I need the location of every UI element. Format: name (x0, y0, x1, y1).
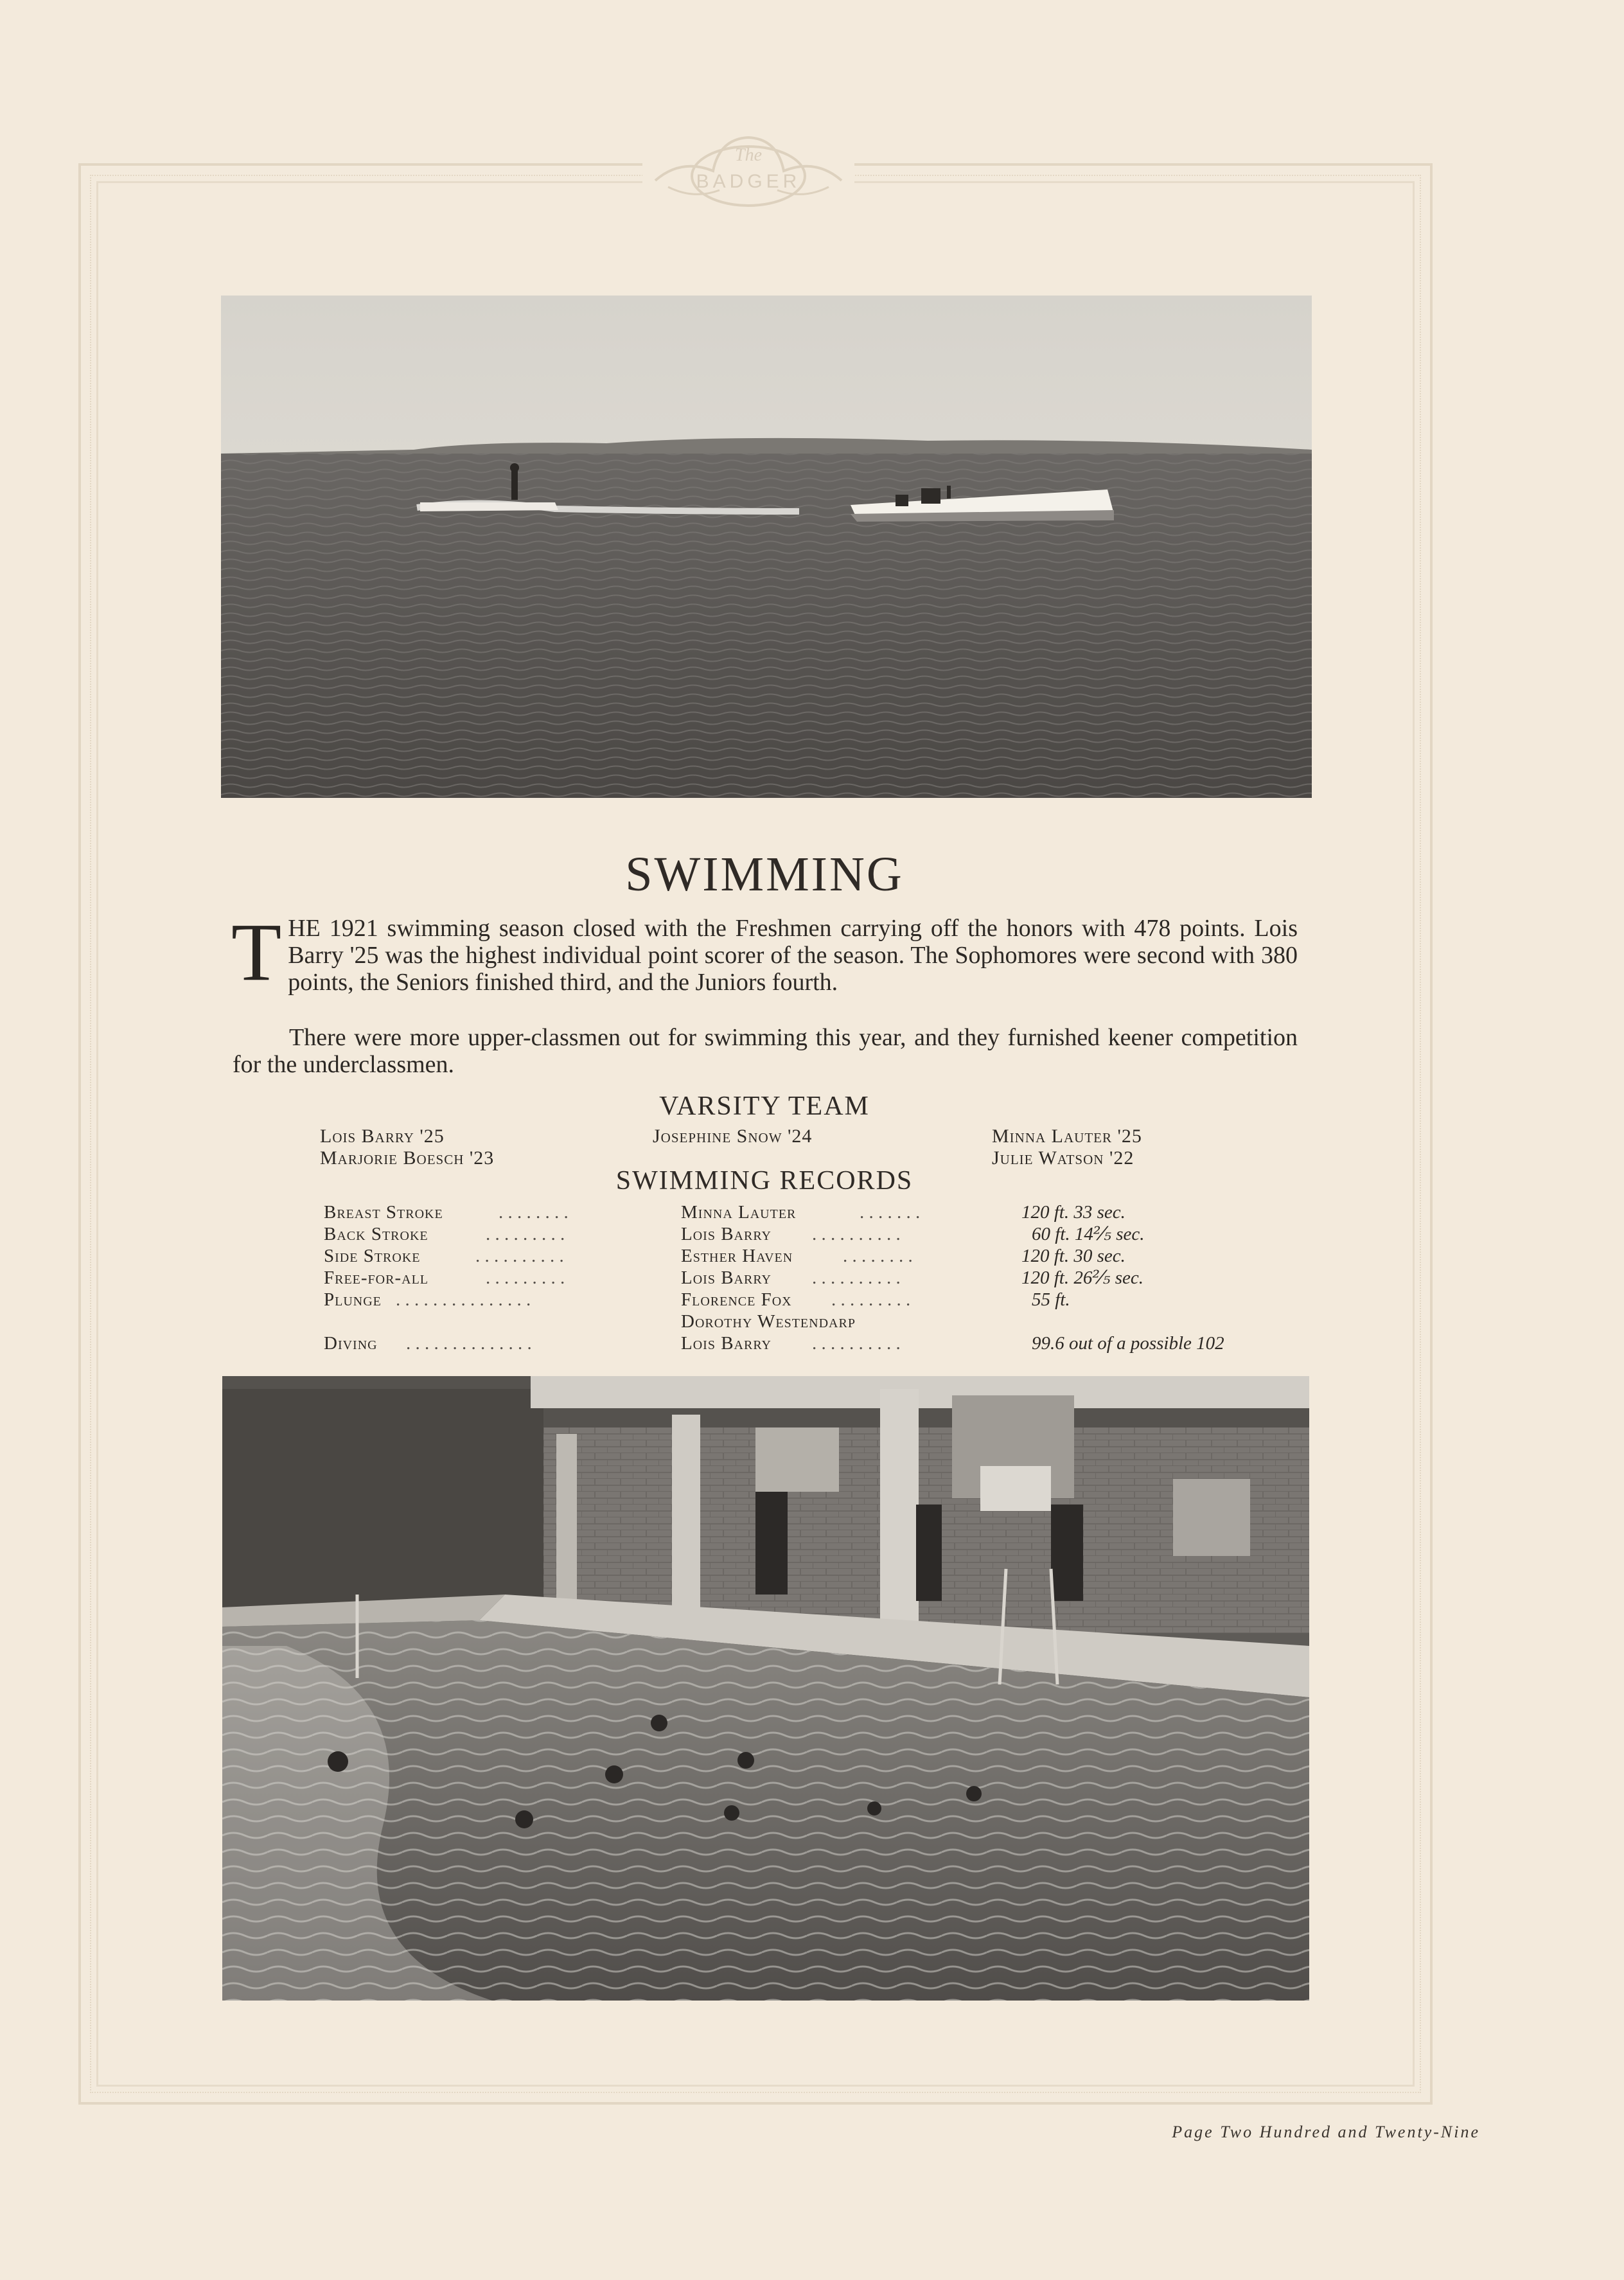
varsity-heading: VARSITY TEAM (659, 1091, 870, 1121)
record-value: 55 ft. (1032, 1289, 1070, 1310)
record-holder: Florence Fox (681, 1289, 792, 1310)
record-holder: Minna Lauter (681, 1202, 797, 1223)
leader-dots: . . . . . . . . . . (812, 1268, 901, 1288)
leader-dots: . . . . . . . . . . . . . . . (396, 1289, 531, 1310)
varsity-member: Marjorie Boesch '23 (320, 1147, 495, 1169)
record-event: Back Stroke (324, 1224, 428, 1244)
record-holder: Lois Barry (681, 1224, 772, 1244)
varsity-member: Lois Barry '25 (320, 1126, 445, 1147)
page-title: SWIMMING (625, 847, 904, 901)
leader-dots: . . . . . . . (860, 1202, 921, 1223)
leader-dots: . . . . . . . . . . (475, 1246, 564, 1266)
lake-motorboat-photo (221, 296, 1312, 798)
leader-dots: . . . . . . . . . (486, 1268, 565, 1288)
record-event: Breast Stroke (324, 1202, 443, 1223)
record-event: Side Stroke (324, 1246, 421, 1266)
records-heading: SWIMMING RECORDS (615, 1166, 914, 1196)
varsity-member: Minna Lauter '25 (992, 1126, 1142, 1147)
record-value: 120 ft. 33 sec. (1021, 1202, 1125, 1223)
indoor-pool-photo (222, 1376, 1309, 2001)
leader-dots: . . . . . . . . . . . . . . (406, 1333, 532, 1354)
intro-text: HE 1921 swimming season closed with the Freshmen carrying off the honors with 478 points. Lois Barry '25 was the highest individual point scorer of the season. The Sophomores were second with 380 points, the Seniors finished third, and the Juniors fourth. (288, 915, 1298, 996)
leader-dots: . . . . . . . . . . (812, 1224, 901, 1244)
record-holder: Esther Haven (681, 1246, 793, 1266)
second-paragraph: There were more upper-classmen out for swimming this year, and they furnished keener competition for the underclassmen. (233, 1024, 1298, 1078)
leader-dots: . . . . . . . . . (831, 1289, 911, 1310)
ornament-small-text: The (735, 145, 762, 165)
ornament-main-text: BADGER (696, 171, 801, 192)
intro-paragraph (231, 906, 1298, 998)
record-event: Diving (324, 1333, 378, 1354)
record-holder: Lois Barry (681, 1268, 772, 1288)
leader-dots: . . . . . . . . . (486, 1224, 565, 1244)
record-holder: Dorothy Westendarp (681, 1311, 856, 1332)
record-value: 120 ft. 26⅖ sec. (1021, 1268, 1144, 1288)
varsity-member: Josephine Snow '24 (653, 1126, 813, 1147)
leader-dots: . . . . . . . . (843, 1246, 913, 1266)
leader-dots: . . . . . . . . . . (812, 1333, 901, 1354)
page-number: Page Two Hundred and Twenty-Nine (1172, 2123, 1480, 2141)
drop-cap: T (231, 906, 282, 998)
record-event: Plunge (324, 1289, 382, 1310)
record-value: 99.6 out of a possible 102 (1032, 1333, 1224, 1354)
badger-ornament-icon (642, 126, 854, 209)
varsity-member: Julie Watson '22 (992, 1147, 1134, 1169)
record-value: 120 ft. 30 sec. (1021, 1246, 1125, 1266)
record-holder: Lois Barry (681, 1333, 772, 1354)
record-event: Free-for-all (324, 1268, 428, 1288)
record-value: 60 ft. 14⅖ sec. (1032, 1224, 1145, 1244)
leader-dots: . . . . . . . . (499, 1202, 569, 1223)
